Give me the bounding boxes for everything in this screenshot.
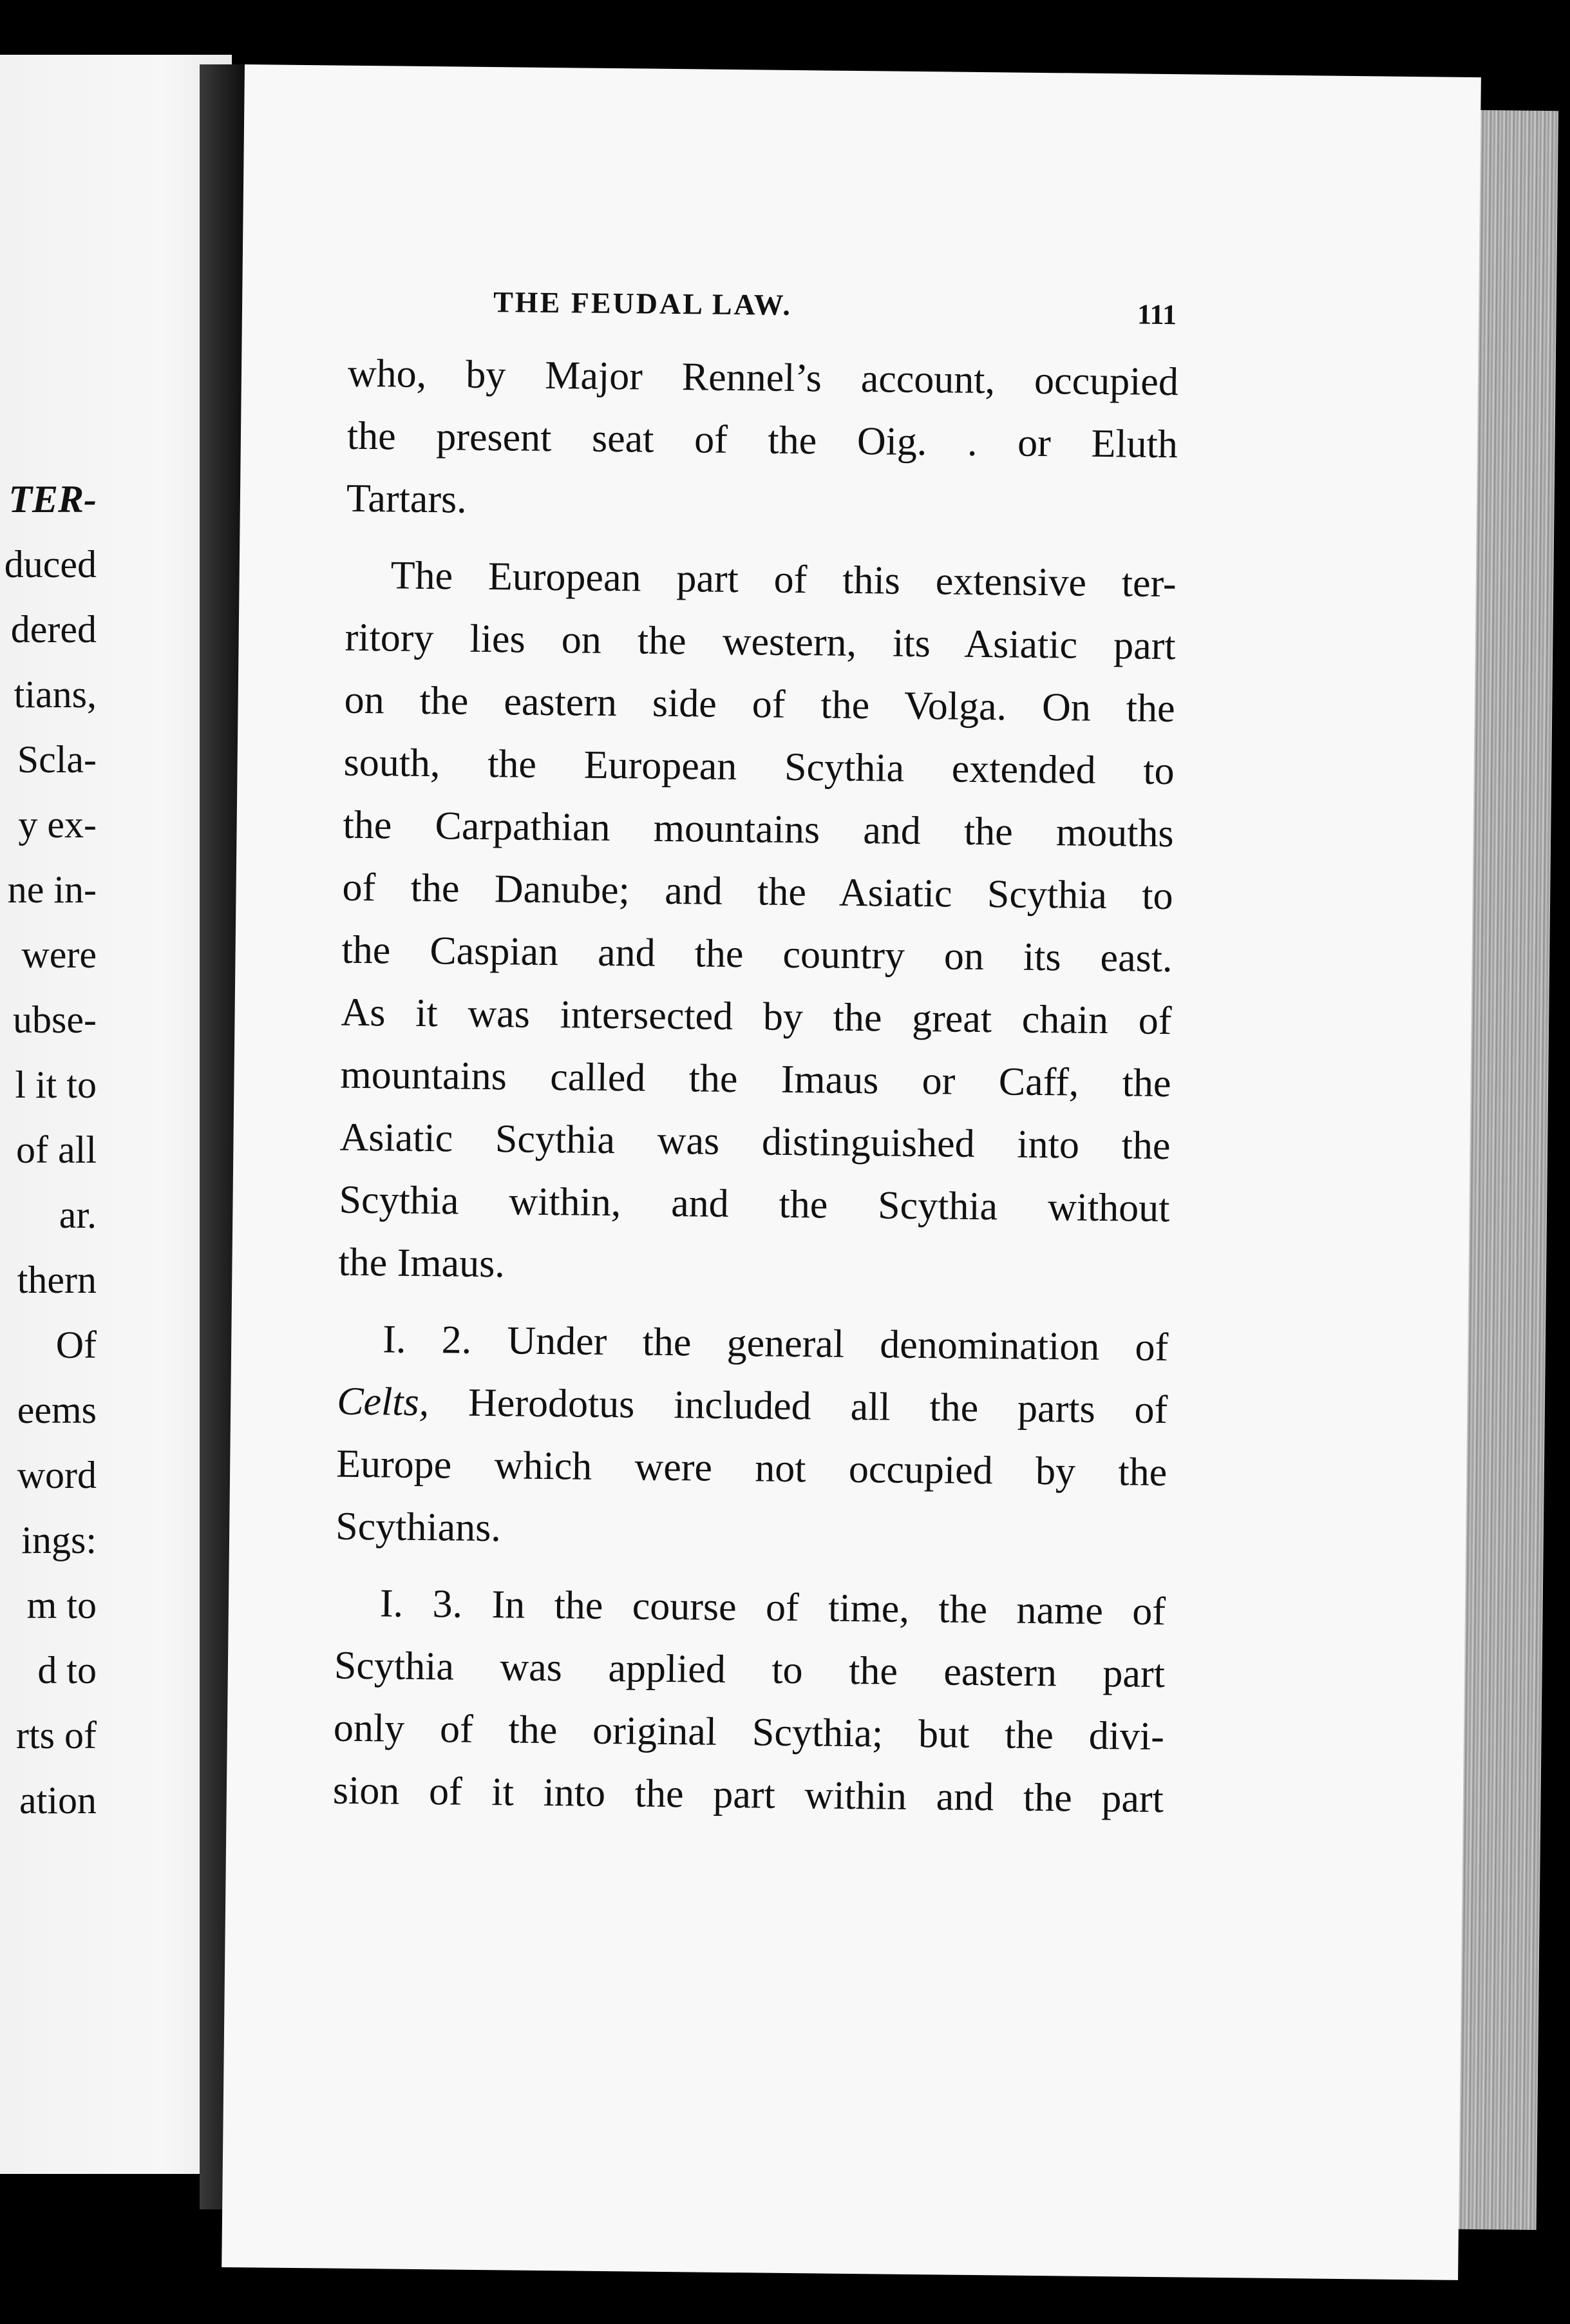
text-line: south, the European Scythia extended to [343, 740, 1175, 794]
left-fragment: of all [16, 1129, 97, 1171]
text-line: the Carpathian mountains and the mouths [343, 803, 1174, 856]
text-line: The European part of this extensive ter- [390, 553, 1177, 606]
text-line: I. 3. In the course of time, the name of [379, 1581, 1166, 1634]
running-head: THE FEUDAL LAW. [493, 285, 793, 321]
text-line: who, by Major Rennel’s account, occupied [347, 351, 1179, 405]
left-fragment: ubse- [13, 998, 97, 1041]
left-fragment: ings: [21, 1519, 97, 1561]
text-line: on the eastern side of the Volga. On the [344, 678, 1175, 731]
celts-italic: Celts, [336, 1379, 430, 1425]
text-line: Scythia was applied to the eastern part [334, 1643, 1166, 1697]
text-line: sion of it into the part within and the part [332, 1768, 1164, 1822]
left-page-text-fragments [0, 467, 97, 1833]
text-line: As it was intersected by the great chain of [341, 990, 1172, 1043]
page-number: 111 [1137, 298, 1177, 331]
text-line: only of the original Scythia; but the divi- [333, 1706, 1165, 1759]
left-fragment: ar. [59, 1194, 97, 1236]
left-fragment: thern [17, 1259, 97, 1301]
left-fragment: duced [4, 543, 97, 586]
left-fragment: eems [17, 1389, 97, 1431]
text-line: mountains called the Imaus or Caff, the [340, 1052, 1171, 1106]
left-fragment: ne in- [7, 868, 97, 911]
body-text [332, 343, 1178, 1831]
text-line: Asiatic Scythia was distinguished into the [339, 1115, 1171, 1168]
left-fragment: tians, [14, 673, 97, 716]
left-fragment: d to [37, 1649, 97, 1691]
text-line: Tartars. [346, 476, 468, 522]
text-line: ritory lies on the western, its Asiatic part [345, 615, 1176, 669]
left-fragment: dered [10, 608, 97, 651]
text-line: I. 2. Under the general denomination of [382, 1317, 1169, 1370]
left-fragment: l it to [15, 1063, 97, 1106]
text-line: Scythians. [335, 1504, 502, 1550]
left-fragment: ation [19, 1779, 97, 1822]
left-fragment: Of [55, 1324, 97, 1366]
text-line: the Imaus. [338, 1240, 506, 1286]
text-line: the present seat of the Oig. . or Eluth [346, 414, 1178, 467]
left-fragment: m to [26, 1584, 97, 1626]
text-line-rest: Herodotus included all the parts of [428, 1380, 1168, 1433]
left-fragment: were [21, 933, 97, 976]
text-line: Europe which were not occupied by the [336, 1442, 1168, 1495]
text-line: of the Danube; and the Asiatic Scythia to [342, 865, 1173, 919]
left-page [0, 55, 232, 2174]
left-fragment: TER- [8, 478, 97, 520]
left-fragment: y ex- [18, 803, 97, 846]
left-fragment: Scla- [17, 738, 97, 781]
left-fragment: word [17, 1454, 97, 1496]
right-page [222, 64, 1481, 2280]
left-fragment: rts of [16, 1714, 97, 1757]
text-line: the Caspian and the country on its east. [341, 928, 1173, 981]
text-line [337, 1371, 1168, 1442]
text-line: Scythia within, and the Scythia without [339, 1177, 1170, 1231]
